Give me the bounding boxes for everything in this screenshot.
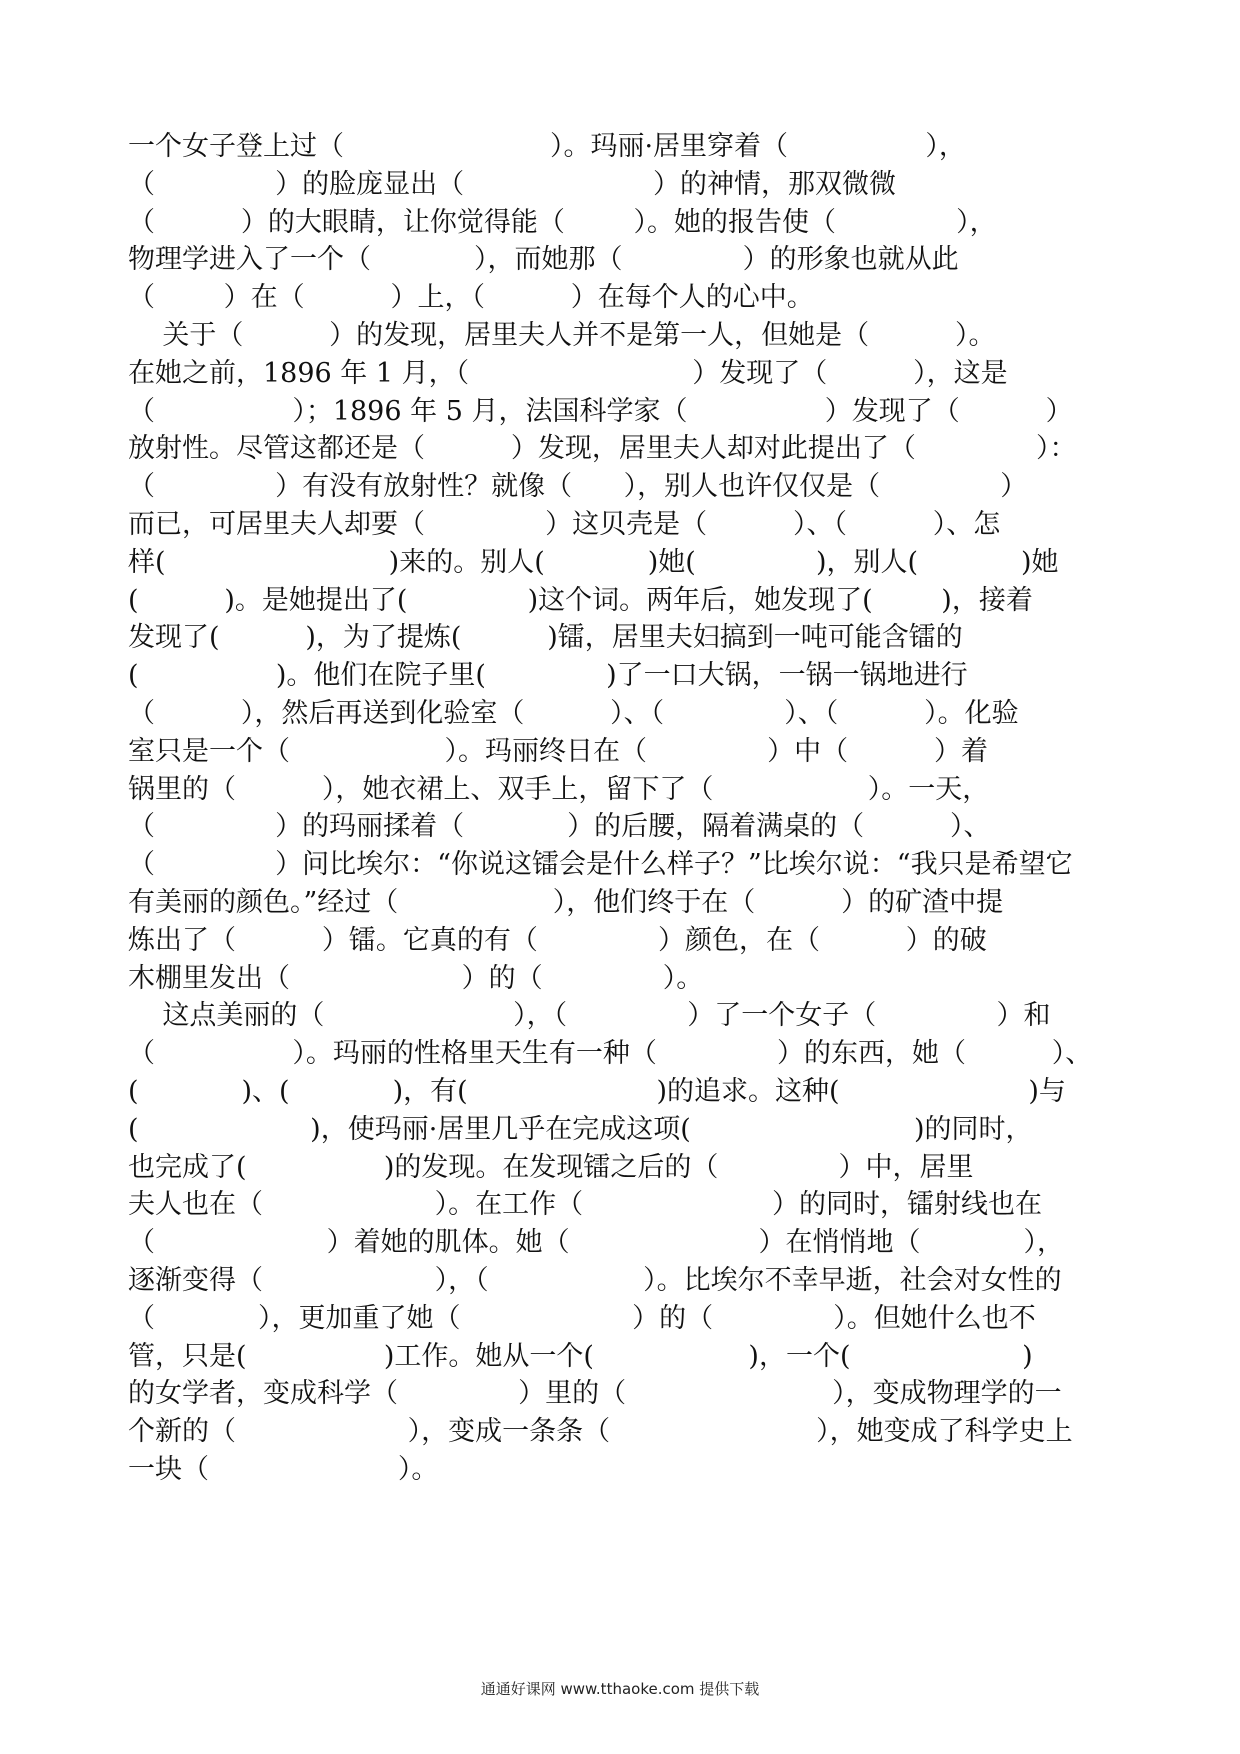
text-line: 锅里的（ ），她衣裙上、双手上，留下了（ ）。一天， [128, 773, 990, 805]
text-line: （ ）的玛丽揉着（ ）的后腰，隔着满桌的（ ）、 [128, 811, 991, 843]
text-line: （ ），然后再送到化验室（ ）、（ ）、（ ）。化验 [128, 697, 1019, 729]
text-line: ( )。是她提出了( )这个词。两年后，她发现了( )，接着 [128, 584, 1033, 616]
text-line: （ ）着她的肌体。她（ ）在悄悄地（ ）， [128, 1227, 1064, 1259]
text-line: 样( )来的。别人( )她( )，别人( )她 [128, 546, 1059, 578]
fill-in-blank-passage [128, 128, 1112, 1489]
text-line: （ ）。玛丽的性格里天生有一种（ ）的东西，她（ ）、 [128, 1038, 1093, 1070]
text-line: 夫人也在（ ）。在工作（ ）的同时，镭射线也在 [128, 1189, 1042, 1221]
text-line: 的女学者，变成科学（ ）里的（ ），变成物理学的一 [128, 1378, 1062, 1410]
text-line: 也完成了( )的发现。在发现镭之后的（ ）中，居里 [128, 1151, 974, 1183]
text-line: 一个女子登上过（ ）。玛丽·居里穿着（ ）， [128, 131, 966, 162]
text-line: 物理学进入了一个（ ），而她那（ ）的形象也就从此 [128, 244, 959, 276]
page-footer: 通通好课网 www.tthaoke.com 提供下载 [480, 1680, 760, 1698]
text-line: 逐渐变得（ ），（ ）。比埃尔不幸早逝，社会对女性的 [128, 1264, 1062, 1296]
text-line: 而已，可居里夫人却要（ ）这贝壳是（ ）、（ ）、怎 [128, 508, 1001, 540]
text-line: 炼出了（ ）镭。它真的有（ ）颜色，在（ ）的破 [128, 924, 987, 956]
text-line: （ ）问比埃尔：“你说这镭会是什么样子？”比埃尔说：“我只是希望它 [128, 849, 1073, 881]
text-line: （ ）在（ ）上，（ ）在每个人的心中。 [128, 282, 814, 314]
text-line: （ ）有没有放射性？就像（ ），别人也许仅仅是（ ） [128, 471, 1028, 503]
text-line: 发现了( )，为了提炼( )镭，居里夫妇搞到一吨可能含镭的 [128, 622, 963, 654]
text-line: （ ）；1896 年 5 月，法国科学家（ ）发现了（ ） [128, 395, 1073, 427]
text-line: 个新的（ ），变成一条条（ ），她变成了科学史上 [128, 1416, 1073, 1448]
text-line: 这点美丽的（ ），（ ）了一个女子（ ）和 [128, 1000, 1051, 1032]
text-line: 木棚里发出（ ）的（ ）。 [128, 962, 704, 994]
text-line: 室只是一个（ ）。玛丽终日在（ ）中（ ）着 [128, 735, 988, 767]
text-line: （ ）的大眼睛，让你觉得能（ ）。她的报告使（ ）， [128, 206, 997, 238]
text-line: ( )，使玛丽·居里几乎在完成这项( )的同时， [128, 1113, 1033, 1145]
text-line: 在她之前，1896 年 1 月，（ ）发现了（ ），这是 [128, 357, 1008, 389]
text-line: 一块（ ）。 [128, 1453, 439, 1485]
text-line: 关于（ ）的发现，居里夫人并不是第一人，但她是（ ）。 [128, 319, 996, 351]
text-line: 放射性。尽管这都还是（ ）发现，居里夫人却对此提出了（ ）： [128, 433, 1077, 465]
text-line: （ ）的脸庞显出（ ）的神情，那双微微 [128, 168, 896, 200]
text-line: （ ），更加重了她（ ）的（ ）。但她什么也不 [128, 1302, 1036, 1334]
text-line: 管，只是( )工作。她从一个( )，一个( ) [128, 1340, 1033, 1372]
text-line: 有美丽的颜色。”经过（ ），他们终于在（ ）的矿渣中提 [128, 886, 1004, 918]
text-line: ( )、( )，有( )的追求。这种( )与 [128, 1075, 1066, 1107]
text-line: ( )。他们在院子里( )了一口大锅，一锅一锅地进行 [128, 660, 968, 692]
